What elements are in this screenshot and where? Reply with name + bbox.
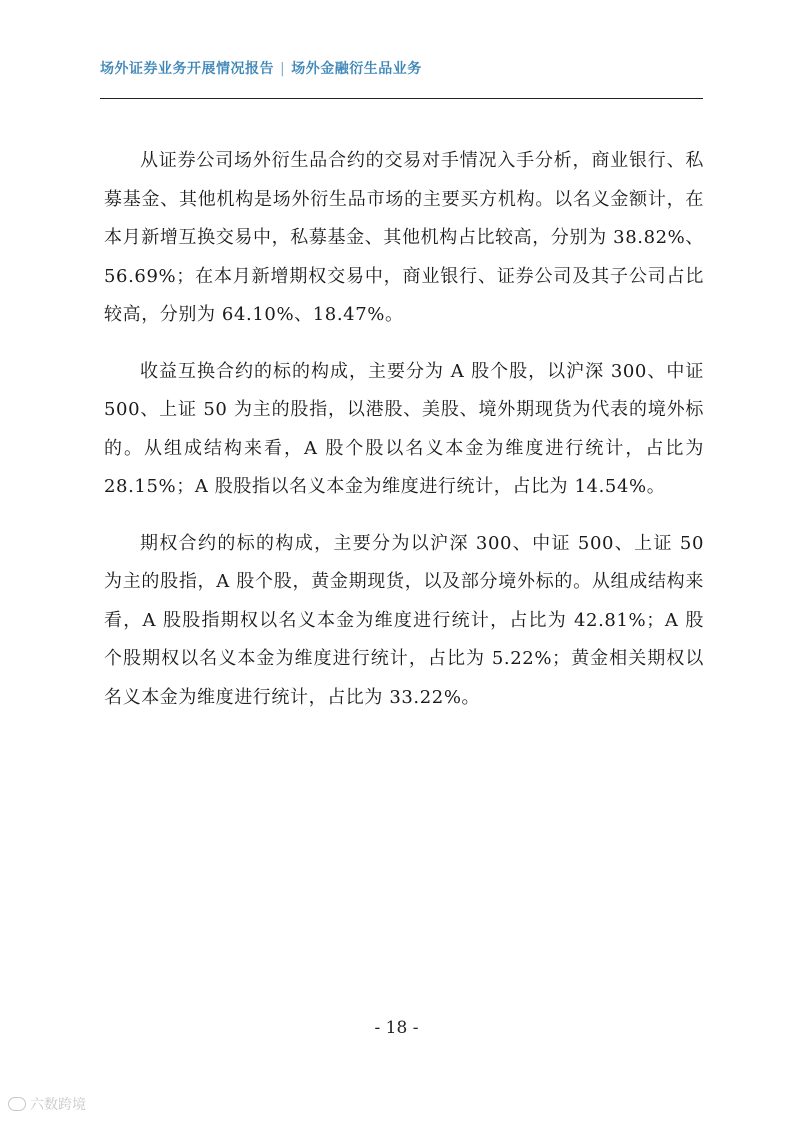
page-header — [100, 58, 703, 78]
watermark — [8, 1094, 86, 1114]
watermark-text: 六数跨境 — [30, 1097, 86, 1113]
paragraph-option-underlyings: 期权合约的标的构成，主要分为以沪深 300、中证 500、上证 50 为主的股指，A 股个股，黄金期现货，以及部分境外标的。从组成结构来看，A 股股指期权以名义本金为维度进行统计，占比为 42.81%；A 股个股期权以名义本金为维度进行统计，占比为 5.22%；黄金相关期权以名义本金为维度进行统计，占比为 33.22%。 — [104, 532, 704, 708]
watermark-logo-icon — [8, 1097, 26, 1111]
paragraph-swap-underlyings: 收益互换合约的标的构成，主要分为 A 股个股，以沪深 300、中证 500、上证 50 为主的股指，以港股、美股、境外期现货为代表的境外标的。从组成结构来看，A 股个股以名义本金为维度进行统计，占比为 28.15%；A 股股指以名义本金为维度进行统计，占比为 14.54%。 — [104, 360, 704, 497]
header-divider — [100, 98, 703, 99]
page-number: - 18 - — [374, 1018, 419, 1038]
header-report-title: 场外证券业务开展情况报告 — [100, 61, 274, 77]
paragraph-counterparties: 从证券公司场外衍生品合约的交易对手情况入手分析，商业银行、私募基金、其他机构是场外衍生品市场的主要买方机构。以名义金额计，在本月新增互换交易中，私募基金、其他机构占比较高，分别为 38.82%、56.69%；在本月新增期权交易中，商业银行、证券公司及其子公司占比较高，分别为 64.10%、18.47%。 — [104, 150, 704, 325]
document-body — [104, 142, 704, 735]
header-separator: | — [280, 61, 286, 77]
header-section-title: 场外金融衍生品业务 — [291, 61, 422, 77]
